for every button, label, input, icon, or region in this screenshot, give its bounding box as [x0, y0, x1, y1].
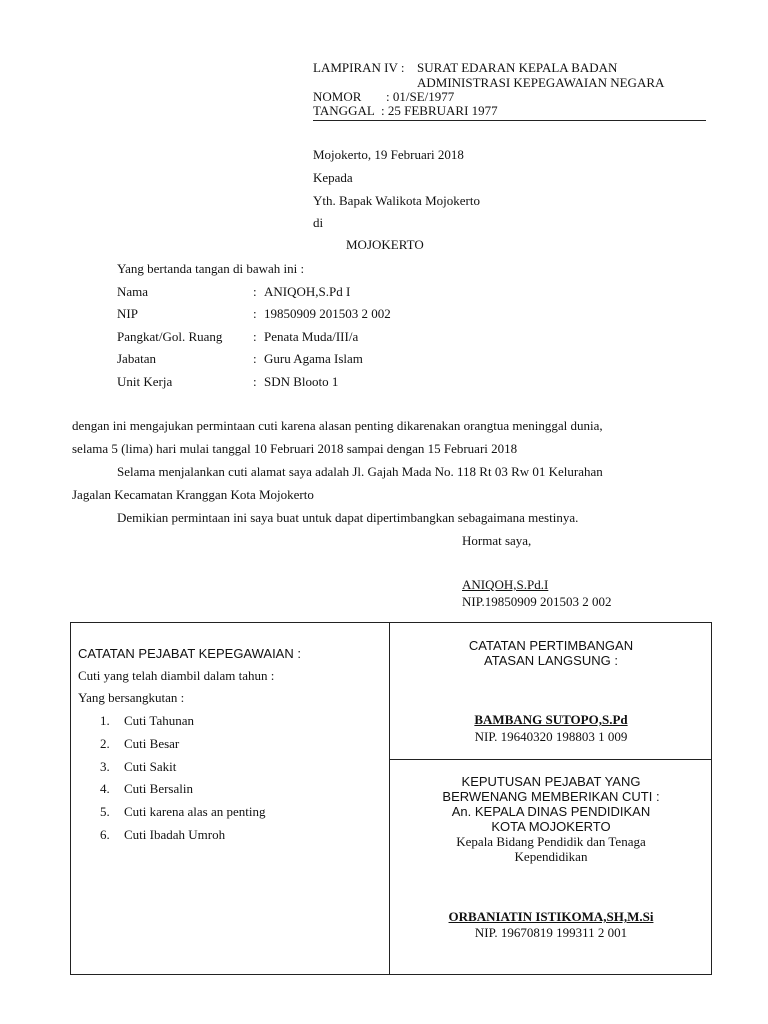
closing: Hormat saya, — [462, 533, 532, 548]
lampiran-line2: ADMINISTRASI KEPEGAWAIAN NEGARA — [417, 75, 665, 90]
identity-label: Nama — [117, 284, 149, 299]
list-item: Cuti karena alas an penting — [124, 804, 266, 819]
right-bottom-line1: KEPUTUSAN PEJABAT YANG — [461, 774, 641, 789]
notes-table-row-divider — [389, 759, 712, 760]
list-item-number: 1. — [100, 713, 110, 728]
identity-value: Penata Muda/III/a — [264, 329, 359, 344]
list-item: Cuti Besar — [124, 736, 180, 751]
left-box-title: CATATAN PEJABAT KEPEGAWAIAN : — [78, 646, 301, 661]
list-item-number: 3. — [100, 759, 110, 774]
left-box-line2: Yang bersangkutan : — [78, 690, 185, 705]
signer-name: ANIQOH,S.Pd.I — [462, 577, 549, 592]
identity-value: ANIQOH,S.Pd I — [264, 284, 351, 299]
identity-colon: : — [253, 306, 257, 321]
body-p2-line2: Jagalan Kecamatan Kranggan Kota Mojokerto — [72, 487, 314, 502]
identity-colon: : — [253, 284, 257, 299]
lampiran-line1: SURAT EDARAN KEPALA BADAN — [417, 60, 618, 75]
right-bottom-nip: NIP. 19670819 199311 2 001 — [474, 925, 628, 940]
identity-label: Pangkat/Gol. Ruang — [117, 329, 223, 344]
list-item-number: 2. — [100, 736, 110, 751]
list-item-number: 6. — [100, 827, 110, 842]
right-top-title1: CATATAN PERTIMBANGAN — [468, 638, 634, 653]
body-p1-line1: dengan ini mengajukan permintaan cuti karena alasan penting dikarenakan orangtua meninggal dunia, — [72, 418, 603, 433]
intro: Yang bertanda tangan di bawah ini : — [117, 261, 305, 276]
recipient: Yth. Bapak Walikota Mojokerto — [313, 193, 480, 208]
right-bottom-line3: An. KEPALA DINAS PENDIDIKAN — [451, 804, 651, 819]
list-item: Cuti Ibadah Umroh — [124, 827, 226, 842]
tanggal-label: TANGGAL — [313, 103, 375, 118]
lampiran-label: LAMPIRAN IV : — [313, 60, 405, 75]
place-date: Mojokerto, 19 Februari 2018 — [313, 147, 464, 162]
right-bottom-line2: BERWENANG MEMBERIKAN CUTI : — [442, 789, 660, 804]
list-item-number: 4. — [100, 781, 110, 796]
identity-colon: : — [253, 374, 257, 389]
body-p1-line2: selama 5 (lima) hari mulai tanggal 10 Februari 2018 sampai dengan 15 Februari 2018 — [72, 441, 518, 456]
list-item: Cuti Tahunan — [124, 713, 194, 728]
body-p3: Demikian permintaan ini saya buat untuk dapat dipertimbangkan sebagaimana mestinya. — [117, 510, 579, 525]
identity-label: NIP — [117, 306, 138, 321]
right-bottom-line4: KOTA MOJOKERTO — [491, 819, 611, 834]
identity-colon: : — [253, 351, 257, 366]
tanggal-value: : 25 FEBRUARI 1977 — [381, 103, 498, 118]
kepada: Kepada — [313, 170, 353, 185]
list-item: Cuti Sakit — [124, 759, 177, 774]
right-top-name: BAMBANG SUTOPO,S.Pd — [474, 712, 628, 727]
right-bottom-name: ORBANIATIN ISTIKOMA,SH,M.Si — [448, 909, 654, 924]
identity-label: Jabatan — [117, 351, 156, 366]
header-divider — [313, 120, 706, 121]
right-bottom-line6: Kependidikan — [514, 849, 588, 864]
left-box-line1: Cuti yang telah diambil dalam tahun : — [78, 668, 275, 683]
identity-value: SDN Blooto 1 — [264, 374, 339, 389]
signer-nip: NIP.19850909 201503 2 002 — [462, 594, 612, 609]
identity-colon: : — [253, 329, 257, 344]
di: di — [313, 215, 324, 230]
identity-label: Unit Kerja — [117, 374, 173, 389]
nomor-value: : 01/SE/1977 — [386, 89, 455, 104]
right-top-title2: ATASAN LANGSUNG : — [484, 653, 618, 668]
list-item-number: 5. — [100, 804, 110, 819]
body-p2-line1: Selama menjalankan cuti alamat saya adalah Jl. Gajah Mada No. 118 Rt 03 Rw 01 Kelurahan — [117, 464, 603, 479]
identity-value: 19850909 201503 2 002 — [264, 306, 391, 321]
right-top-nip: NIP. 19640320 198803 1 009 — [474, 729, 628, 744]
city: MOJOKERTO — [346, 237, 424, 252]
list-item: Cuti Bersalin — [124, 781, 193, 796]
identity-value: Guru Agama Islam — [264, 351, 363, 366]
nomor-label: NOMOR — [313, 89, 362, 104]
right-bottom-line5: Kepala Bidang Pendidik dan Tenaga — [456, 834, 646, 849]
